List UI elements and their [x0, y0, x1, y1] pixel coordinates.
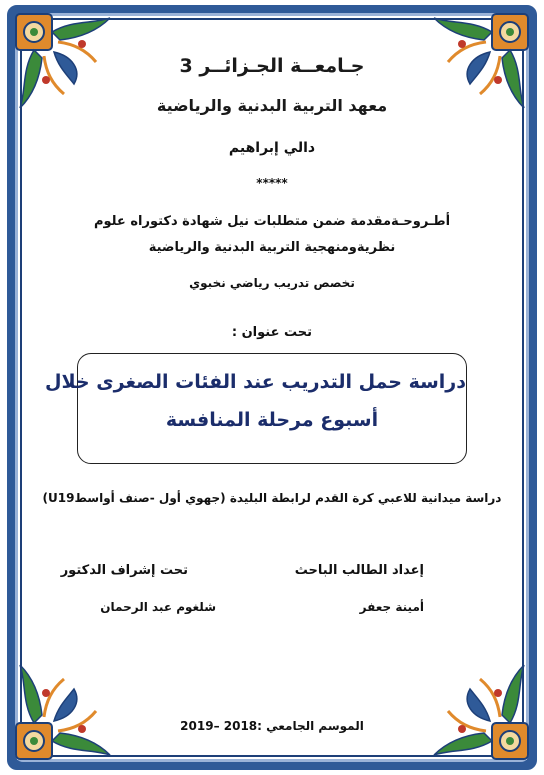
supervision-label: تحت إشراف الدكتور [60, 563, 188, 578]
specialty: تخصص تدريب رياضي نخبوي [189, 276, 355, 290]
thesis-description-line1: أطـروحـةمقدمة ضمن متطلبات نيل شهادة دكتوراه علوم [93, 214, 451, 229]
thesis-title-line1: دراسة حمل التدريب عند الفئات الصغرى خلال [45, 371, 466, 393]
study-description: دراسة ميدانية للاعبي كرة القدم لرابطة البليدة (جهوي أول -صنف أواسطU19) [42, 491, 502, 505]
separator-stars: ***** [256, 176, 288, 190]
thesis-title-line2: أسبوع مرحلة المنافسة [165, 409, 379, 431]
under-title-label: تحت عنوان : [231, 325, 312, 340]
thesis-title-box [45, 353, 467, 464]
campus-name: دالي إبراهيم [228, 140, 316, 156]
institute-name: معهد التربية البدنية والرياضية [156, 96, 388, 115]
academic-season: الموسم الجامعي :2018 –2019 [180, 719, 364, 733]
prepared-by-label: إعداد الطالب الباحث [294, 563, 424, 578]
supervisor-name: شلغوم عبد الرحمان [100, 600, 216, 614]
corner-ornament-icon [422, 653, 532, 763]
student-name: أمينة جعفر [359, 600, 424, 614]
corner-ornament-icon [12, 653, 122, 763]
university-name: جـامعــة الجـزائــر 3 [179, 55, 365, 77]
thesis-description-line2: نظريةومنهجية التربية البدنية والرياضية [148, 240, 396, 255]
